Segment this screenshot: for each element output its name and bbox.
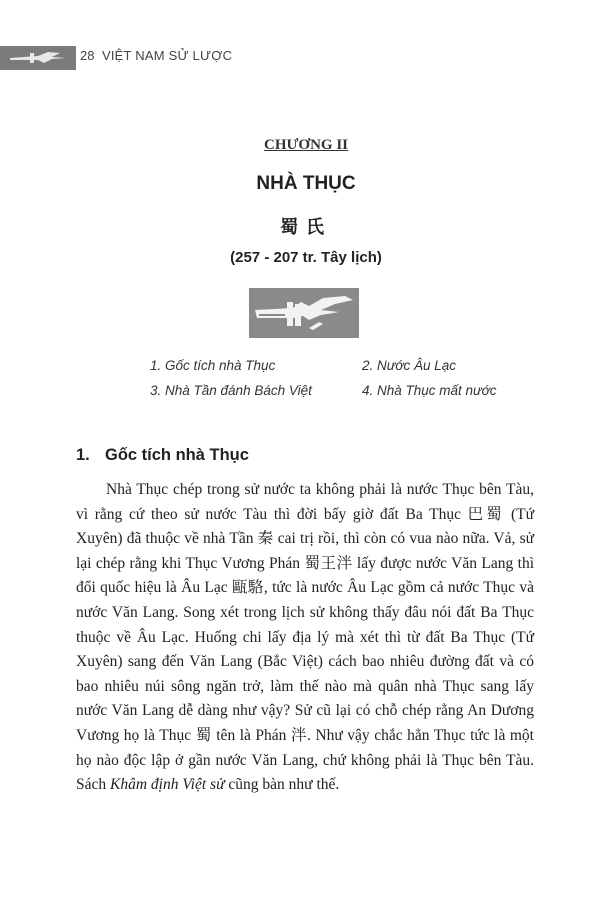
page-number: 28 xyxy=(80,48,95,63)
section-number: 1. xyxy=(76,446,90,464)
header-ornament-band xyxy=(0,46,76,70)
toc-item: 4. Nhà Thục mất nước xyxy=(362,383,497,398)
paragraph-text: Nhà Thục chép trong sử nước ta không phải là nước Thục bên Tàu, vì rằng cứ theo sử nước Tàu thì đời bấy giờ đất Ba Thục 巴蜀 (Tứ Xuyên) đã thuộc về nhà Tần 秦 cai trị rồi, thì còn có vua nào nữa. Vả, sử lại chép rằng khi Thục Vương Phán 蜀王泮 lấy được nước Văn Lang thì đổi quốc hiệu là Âu Lạc 甌駱, tức là nước Âu Lạc gồm cả nước Thục và nước Văn Lang. Song xét trong lịch sử không thấy đâu nói đất Ba Thục thuộc về Âu Lạc. Huống chi lấy địa lý mà xét thì từ đất Ba Thục (Tứ Xuyên) sang đến Văn Lang (Bắc Việt) cách bao nhiêu đường đất và có bao nhiêu núi sông ngăn trở, làm thế nào mà quân nhà Thục sang lấy nước Văn Lang dễ dàng như vậy? Sử cũ lại có chỗ chép rằng An Dương Vương họ là Thục 蜀 tên là Phán 泮. Như vậy chắc hẳn Thục tức là một họ nào độc lập ở gần nước Văn Lang, chứ không phải là Thục bên Tàu. Sách xyxy=(76,481,534,794)
section-heading xyxy=(76,446,249,465)
section-title: Gốc tích nhà Thục xyxy=(105,446,249,464)
chapter-emblem xyxy=(249,288,359,338)
bird-emblem-icon xyxy=(249,288,359,338)
running-title: VIỆT NAM SỬ LƯỢC xyxy=(102,48,233,63)
chapter-label: CHƯƠNG II xyxy=(263,137,349,153)
body-paragraph xyxy=(76,478,534,798)
chapter-title: NHÀ THỤC xyxy=(256,173,356,194)
book-title: Khâm định Việt sử xyxy=(110,776,225,794)
toc-item: 3. Nhà Tần đánh Bách Việt xyxy=(150,383,312,398)
chapter-period: (257 - 207 tr. Tây lịch) xyxy=(230,249,382,266)
toc-item: 2. Nước Âu Lạc xyxy=(362,358,457,373)
toc-item: 1. Gốc tích nhà Thục xyxy=(150,358,276,373)
chapter-chinese-title: 蜀氏 xyxy=(280,217,332,238)
paragraph-end: cũng bàn như thế. xyxy=(224,776,340,794)
bird-emblem-icon xyxy=(8,49,68,67)
